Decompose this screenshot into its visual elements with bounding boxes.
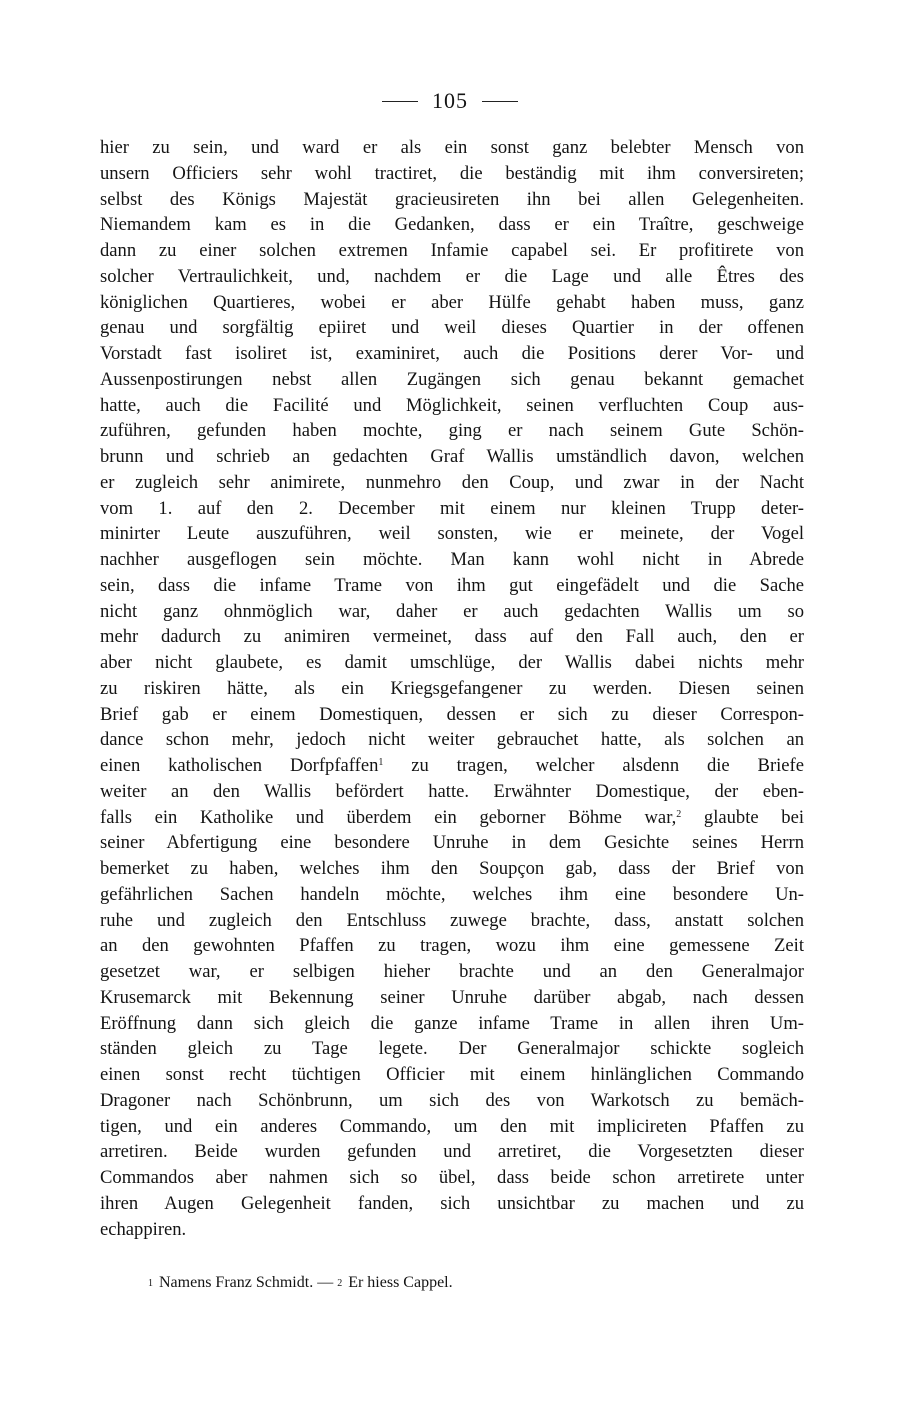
text-line: königlichen Quartieres, wobei er aber Hülfe gehabt haben muss, ganz [100, 291, 804, 313]
text-line: genau und sorgfältig epiiret und weil dieses Quartier in der offenen [100, 317, 804, 339]
text-line: solcher Vertraulichkeit, und, nachdem er die Lage und alle Êtres des [100, 265, 804, 287]
text-line: einen sonst recht tüchtigen Officier mit einem hinlänglichen Commando [100, 1064, 804, 1085]
text-line-last: echappiren. [100, 1218, 187, 1240]
footnote-mark-1: 1 [148, 1278, 153, 1289]
text-line: ständen gleich zu Tage legete. Der Generalmajor schickte sogleich [100, 1038, 804, 1060]
text-line: tigen, und ein anderes Commando, um den mit implicireten Pfaffen zu [100, 1115, 804, 1137]
text-line: zuführen, gefunden haben mochte, ging er nach seinem Gute Schön- [100, 420, 804, 442]
text-line: minirter Leute auszuführen, weil sonsten, wie er meinete, der Vogel [100, 523, 804, 545]
text-line: Aussenpostirungen nebst allen Zugängen sich genau bekannt gemachet [100, 368, 804, 390]
text-line: ihren Augen Gelegenheit fanden, sich unsichtbar zu machen und zu [100, 1192, 804, 1214]
text-segment: zu tragen, welcher alsdenn die Briefe [383, 755, 804, 776]
text-line: seiner Abfertigung eine besondere Unruhe in dem Gesichte seines Herrn [100, 832, 804, 854]
text-line: vom 1. auf den 2. December mit einem nur kleinen Trupp deter- [100, 497, 804, 519]
text-line: Dragoner nach Schönbrunn, um sich des von Warkotsch zu bemäch- [100, 1089, 804, 1111]
text-line: hier zu sein, und ward er als ein sonst ganz belebter Mensch von [100, 137, 804, 158]
text-line: gesetzet war, er selbigen hieher brachte und an den Generalmajor [100, 961, 804, 982]
text-segment: falls ein Katholike und überdem ein geborner Böhme war, [100, 806, 677, 828]
body-text [100, 135, 804, 1242]
text-line-with-footnote-ref [100, 753, 804, 779]
text-line: weiter an den Wallis befördert hatte. Erwähnter Domestique, der eben- [100, 780, 804, 802]
footnote-mark-2: 2 [337, 1278, 343, 1289]
text-line-with-footnote-ref [100, 805, 804, 831]
footnote-ref-2: 2 [676, 808, 682, 820]
footnote-ref-1: 1 [378, 757, 384, 768]
text-line: Niemandem kam es in die Gedanken, dass er ein Traître, geschweige [100, 214, 804, 236]
page-number: 105 [432, 88, 468, 113]
header-rule-left [382, 101, 418, 102]
text-line: dann zu einer solchen extremen Infamie capabel sei. Er profitirete von [100, 240, 804, 261]
text-line: Commandos aber nahmen sich so übel, dass beide schon arretirete unter [100, 1167, 804, 1188]
text-line: selbst des Königs Majestät gracieusireten ihn bei allen Gelegenheiten. [100, 188, 804, 210]
text-line: nachher ausgeflogen sein möchte. Man kann wohl nicht in Abrede [100, 549, 804, 570]
header-rule-right [482, 101, 518, 102]
footnotes [148, 1272, 453, 1295]
text-line: nicht ganz ohnmöglich war, daher er auch gedachten Wallis um so [100, 600, 804, 622]
text-line: arretiren. Beide wurden gefunden und arretiret, die Vorgesetzten dieser [100, 1141, 804, 1163]
text-line: unsern Officiers sehr wohl tractiret, die beständig mit ihm conversireten; [100, 162, 804, 184]
text-line: an den gewohnten Pfaffen zu tragen, wozu ihm eine gemessene Zeit [100, 935, 804, 957]
text-line: hatte, auch die Facilité und Möglichkeit, seinen verfluchten Coup aus- [100, 394, 804, 416]
text-line: Krusemarck mit Bekennung seiner Unruhe darüber abgab, nach dessen [100, 986, 804, 1008]
text-line: mehr dadurch zu animiren vermeinet, dass auf den Fall auch, den er [100, 626, 804, 648]
text-line: er zugleich sehr animirete, nunmehro den Coup, und zwar in der Nacht [100, 471, 804, 493]
text-line: bemerket zu haben, welches ihm den Soupçon gab, dass der Brief von [100, 858, 804, 879]
text-segment: glaubte bei [681, 806, 804, 828]
text-line: aber nicht glaubete, es damit umschlüge, der Wallis dabei nichts mehr [100, 652, 804, 673]
text-line: dance schon mehr, jedoch nicht weiter gebrauchet hatte, als solchen an [100, 729, 804, 751]
footnote-text-2: Er hiess Cappel. [348, 1274, 453, 1291]
text-line: brunn und schrieb an gedachten Graf Wallis umständlich davon, welchen [100, 446, 804, 467]
text-line: Vorstadt fast isoliret ist, examiniret, auch die Positions derer Vor- und [100, 343, 804, 364]
text-line: Eröffnung dann sich gleich die ganze infame Trame in allen ihren Um- [100, 1012, 804, 1034]
text-line: ruhe und zugleich den Entschluss zuwege brachte, dass, anstatt solchen [100, 909, 804, 931]
text-line: sein, dass die infame Trame von ihm gut eingefädelt und die Sache [100, 574, 804, 596]
footnote-separator: — [313, 1274, 338, 1291]
page-header [0, 88, 900, 114]
text-line: gefährlichen Sachen handeln möchte, welches ihm eine besondere Un- [100, 883, 804, 905]
text-segment: einen katholischen Dorfpfaffen [100, 755, 379, 776]
footnote-text-1: Namens Franz Schmidt. [159, 1274, 314, 1291]
text-line: zu riskiren hätte, als ein Kriegsgefangener zu werden. Diesen seinen [100, 677, 804, 699]
text-line: Brief gab er einem Domestiquen, dessen er sich zu dieser Correspon- [100, 703, 804, 725]
